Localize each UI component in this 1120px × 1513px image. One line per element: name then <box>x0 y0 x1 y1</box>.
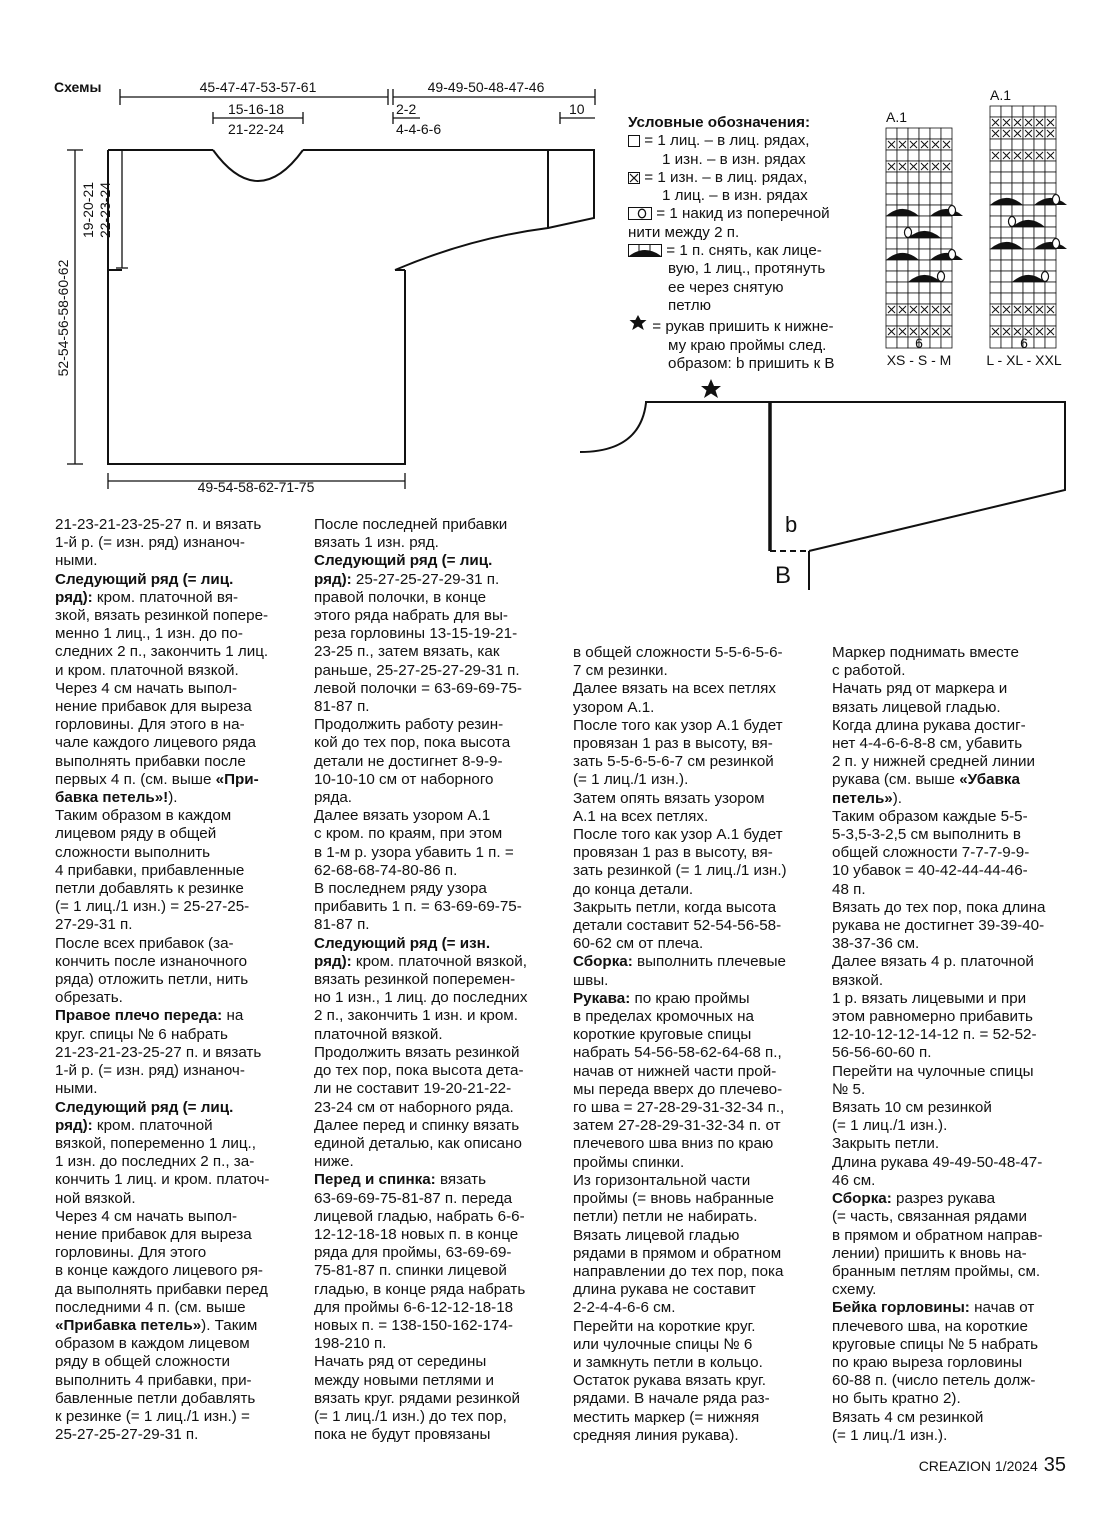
text-line: Далее вязать узором A.1 <box>314 807 491 825</box>
text-line: 2 п. у нижней средней линии <box>832 753 1035 771</box>
text-line: менно 1 лиц., 1 изн. до по- <box>55 625 243 643</box>
text-line: вязать 1 изн. ряд. <box>314 534 439 552</box>
text-line: кончить после изнаночного <box>55 952 248 970</box>
text-line: для проймы 6-6-12-12-18-18 <box>314 1298 514 1316</box>
text-line: детали составит 52-54-56-58- <box>573 917 782 935</box>
text-line: плечевого шва вниз по краю <box>573 1135 774 1153</box>
text-line: 56-56-60-60 п. <box>832 1044 932 1062</box>
text-line: следних 2 п., закончить 1 лиц. <box>55 643 269 661</box>
text-line: 63-69-69-75-81-87 п. переда <box>314 1189 513 1207</box>
text-line: Таким образом каждые 5-5- <box>832 807 1028 825</box>
chart-a1-small-stitches: 6 <box>915 335 923 351</box>
text-line: Перед и спинка: вязать <box>314 1171 487 1189</box>
text-line: выполнять прибавки после <box>55 752 246 770</box>
legend-item-psso: = 1 п. снять, как лице- <box>628 242 868 260</box>
text-line: Таким образом в каждом <box>55 807 232 825</box>
text-line: выполнить 4 прибавки, при- <box>55 1371 252 1389</box>
chart-a1-large-sizes: L - XL - XXL <box>986 352 1062 368</box>
psso-symbol-icon <box>628 244 662 257</box>
text-line: 23-24 см от наборного ряда. <box>314 1098 514 1116</box>
sleeve-width-label: 49-49-50-48-47-46 <box>427 79 545 95</box>
text-line: 198-210 п. <box>314 1335 387 1353</box>
text-line: петли добавлять к резинке <box>55 880 244 898</box>
text-line: ряд): кром. платочной вязкой, <box>314 952 527 970</box>
page-number: 35 <box>1043 1454 1066 1476</box>
text-line: ряд): кром. платочной вя- <box>55 588 239 606</box>
text-column-2 <box>314 516 554 1444</box>
text-line: провязан 1 раз в высоту, вя- <box>573 735 773 753</box>
text-line: да выполнять прибавки перед <box>55 1280 268 1298</box>
text-line: зать 5-5-6-5-6-7 см резинкой <box>573 753 774 771</box>
text-line: (= 1 лиц./1 изн.) до тех пор, <box>314 1407 507 1425</box>
text-line: между новыми петлями и <box>314 1371 495 1389</box>
chart-grid <box>990 106 1067 348</box>
text-line: 1-й р. (= изн. ряд) изнаноч- <box>55 1062 245 1080</box>
text-line: проймы спинки. <box>573 1153 685 1171</box>
legend-item-yarnover: = 1 накид из поперечной <box>628 205 868 223</box>
text-line: реза горловины 13-15-19-21- <box>314 625 518 643</box>
bottom-width-label: 49-54-58-62-71-75 <box>197 479 315 495</box>
text-line: последними 4 п. (см. выше <box>55 1298 246 1316</box>
legend: Условные обозначения: = 1 лиц. – в лиц. рядах, 1 изн. – в изн. рядах = 1 изн. – в лиц. рядах, 1 лиц. – в изн. рядах = 1 накид из поперечной нити между 2 п. = 1 п. снять, как лице- вую, 1 лиц., протянуть ее через снятую петлю = рукав пришить к нижне- му краю проймы след. образом: b пришить к B <box>628 114 868 373</box>
text-line: узором A.1. <box>573 698 655 716</box>
text-line: швы. <box>573 971 609 989</box>
text-line: кой до тех пор, пока высота <box>314 734 511 752</box>
neck-width-label-2: 21-22-24 <box>227 121 285 137</box>
text-line: 27-29-31 п. <box>55 916 133 934</box>
legend-item-purl: = 1 изн. – в лиц. рядах, <box>628 169 868 187</box>
text-line: Сборка: разрез рукава <box>832 1190 996 1208</box>
text-line: лении) пришить к вновь на- <box>832 1244 1027 1262</box>
shoulder-label-2: 4-4-6-6 <box>396 121 442 137</box>
text-line: A.1 на всех петлях. <box>573 807 709 825</box>
text-line: до конца детали. <box>573 880 694 898</box>
text-line: местить маркер (= нижняя <box>573 1408 760 1426</box>
top-width-label: 45-47-47-53-57-61 <box>199 79 317 95</box>
text-line: начав от нижней части прой- <box>573 1062 777 1080</box>
text-line: с работой. <box>832 662 906 680</box>
text-line: вязкой. <box>832 971 884 989</box>
text-line: лицевом ряду в общей <box>55 825 217 843</box>
text-line: Когда длина рукава достиг- <box>832 716 1026 734</box>
text-line: Правое плечо переда: на <box>55 1007 244 1025</box>
text-line: 2-2-4-4-6-6 см. <box>573 1299 676 1317</box>
text-line: горловины. Для этого в на- <box>55 716 245 734</box>
text-line: (= 1 лиц./1 изн.) = 25-27-25- <box>55 898 250 916</box>
legend-item-knit: = 1 лиц. – в лиц. рядах, <box>628 132 868 150</box>
text-column-1 <box>55 516 295 1444</box>
text-line: сложности выполнить <box>55 843 211 861</box>
text-line: до тех пор, пока высота дета- <box>314 1062 524 1080</box>
text-line: лицевой гладью, набрать 6-6- <box>314 1207 525 1225</box>
text-line: Из горизонтальной части <box>573 1171 751 1189</box>
legend-title: Условные обозначения: <box>628 114 811 131</box>
text-line: затем 27-28-29-31-32-34 п. от <box>573 1117 781 1135</box>
text-line: круг. спицы № 6 набрать <box>55 1025 228 1043</box>
chart-a1-large-title: A.1 <box>990 87 1012 103</box>
length-label: 52-54-56-58-60-62 <box>55 259 71 377</box>
text-line: образом в каждом лицевом <box>55 1335 250 1353</box>
text-line: Следующий ряд (= лиц. <box>55 570 234 588</box>
text-line: ной вязкой. <box>55 1189 136 1207</box>
text-line: ряда для проймы, 63-69-69- <box>314 1244 512 1262</box>
text-line: левой полочки = 63-69-69-75- <box>314 679 522 697</box>
text-line: Далее вязать 4 р. платочной <box>832 953 1034 971</box>
text-line: правой полочки, в конце <box>314 588 487 606</box>
star-icon <box>628 315 648 333</box>
text-line: Бейка горловины: начав от <box>832 1299 1035 1317</box>
neck-width-label-1: 15-16-18 <box>227 101 285 117</box>
text-line: После последней прибавки <box>314 516 508 533</box>
text-line: горловины. Для этого <box>55 1244 207 1262</box>
text-line: 12-12-18-18 новых п. в конце <box>314 1225 519 1243</box>
text-line: Следующий ряд (= лиц. <box>55 1098 234 1116</box>
text-line: 1 р. вязать лицевыми и при <box>832 989 1027 1007</box>
text-line: вязать круг. рядами резинкой <box>314 1389 521 1407</box>
text-line: прибавить 1 п. = 63-69-69-75- <box>314 898 522 916</box>
text-line: детали не достигнет 8-9-9- <box>314 752 503 770</box>
shoulder-label-1: 2-2 <box>396 101 417 117</box>
text-line: «Прибавка петель»). Таким <box>55 1316 258 1334</box>
page-footer <box>919 1454 1066 1477</box>
sleeve-diagram <box>575 375 1075 590</box>
text-line: общей сложности 7-7-7-9-9- <box>832 844 1030 862</box>
text-line: вязать лицевой гладью. <box>832 698 1001 716</box>
text-line: В последнем ряду узора <box>314 880 487 898</box>
text-line: провязан 1 раз в высоту, вя- <box>573 844 773 862</box>
text-line: первых 4 п. (см. выше «При- <box>55 770 259 788</box>
text-line: Через 4 см начать выпол- <box>55 1207 238 1225</box>
text-line: Начать ряд от маркера и <box>832 680 1008 698</box>
text-line: и кром. платочной вязкой. <box>55 661 239 679</box>
text-line: бавка петель»!). <box>55 789 178 807</box>
text-line: Далее перед и спинку вязать <box>314 1116 520 1134</box>
text-line: но быть кратно 2). <box>832 1390 961 1408</box>
text-line: мы переда вверх до плечево- <box>573 1080 783 1098</box>
text-column-3 <box>573 644 813 1445</box>
text-line: кончить 1 лиц. и кром. платоч- <box>55 1171 270 1189</box>
text-line: короткие круговые спицы <box>573 1026 752 1044</box>
cuff-label: 10 <box>569 101 585 117</box>
text-line: в прямом и обратном направ- <box>832 1226 1043 1244</box>
garment-schematic <box>0 0 620 505</box>
text-line: Вязать лицевой гладью <box>573 1226 740 1244</box>
text-line: После всех прибавок (за- <box>55 934 234 952</box>
text-line: го шва = 27-28-29-31-32-34 п., <box>573 1099 785 1117</box>
text-line: Через 4 см начать выпол- <box>55 679 238 697</box>
text-line: ряда) отложить петли, нить <box>55 971 249 989</box>
text-line: ряд): 25-27-25-27-29-31 п. <box>314 570 500 588</box>
text-line: рукава (см. выше «Убавка <box>832 771 1020 789</box>
text-line: 38-37-36 см. <box>832 935 920 953</box>
text-line: Затем опять вязать узором <box>573 789 765 807</box>
text-line: 5-3,5-3-2,5 см выполнить в <box>832 826 1021 844</box>
text-line: ными. <box>55 1080 98 1098</box>
legend-item-star: = рукав пришить к нижне- <box>628 315 868 336</box>
text-line: чале каждого лицевого ряда <box>55 734 256 752</box>
text-line: 12-10-12-12-14-12 п. = 52-52- <box>832 1026 1037 1044</box>
text-column-4 <box>832 644 1072 1445</box>
text-line: ниже. <box>314 1153 354 1171</box>
text-line: проймы (= вновь набранные <box>573 1190 774 1208</box>
text-line: 10 убавок = 40-42-44-44-46- <box>832 862 1028 880</box>
text-line: нет 4-4-6-6-8-8 см, убавить <box>832 735 1023 753</box>
text-line: ряда. <box>314 789 353 807</box>
text-line: этого ряда набрать для вы- <box>314 607 508 625</box>
text-line: длина рукава не составит <box>573 1281 756 1299</box>
text-line: Далее вязать на всех петлях <box>573 680 776 698</box>
text-line: нение прибавок для выреза <box>55 1225 252 1243</box>
text-line: этом равномерно прибавить <box>832 1008 1033 1026</box>
text-line: но 1 изн., 1 лиц. до последних <box>314 989 528 1007</box>
knit-symbol-icon <box>628 135 640 147</box>
text-line: Маркер поднимать вместе <box>832 644 1019 661</box>
text-line: 23-25 п., затем вязать, как <box>314 643 500 661</box>
text-line: 10-10-10 см от наборного <box>314 770 494 788</box>
text-line: зать резинкой (= 1 лиц./1 изн.) <box>573 862 787 880</box>
schematic-title: Схемы <box>54 79 102 95</box>
text-line: или чулочные спицы № 6 <box>573 1335 753 1353</box>
text-line: (= часть, связанная рядами <box>832 1208 1027 1226</box>
text-line: круговые спицы № 5 набрать <box>832 1335 1039 1353</box>
text-line: Закрыть петли, когда высота <box>573 898 777 916</box>
text-line: плечевого шва, на короткие <box>832 1317 1028 1335</box>
chart-a1-small-sizes: XS - S - M <box>886 352 952 368</box>
text-line: 21-23-21-23-25-27 п. и вязать <box>55 516 262 533</box>
text-line: в конце каждого лицевого ря- <box>55 1262 263 1280</box>
text-line: петель»). <box>832 789 903 807</box>
magazine-issue: CREAZION 1/2024 <box>918 1458 1038 1474</box>
text-line: 60-88 п. (число петель долж- <box>832 1372 1036 1390</box>
text-line: 81-87 п. <box>314 916 370 934</box>
text-line: 60-62 см от плеча. <box>573 935 704 953</box>
text-line: рукава не достигнет 39-39-40- <box>832 917 1045 935</box>
text-line: платочной вязкой. <box>314 1025 443 1043</box>
text-line: ными. <box>55 552 98 570</box>
chart-a1-small-title: A.1 <box>886 109 908 125</box>
chart-grid <box>886 128 963 348</box>
text-line: схему. <box>832 1281 877 1299</box>
text-line: бавленные петли добавлять <box>55 1389 256 1407</box>
chart-a1-small <box>878 108 968 370</box>
text-line: Длина рукава 49-49-50-48-47- <box>832 1153 1043 1171</box>
text-line: набрать 54-56-58-62-64-68 п., <box>573 1044 782 1062</box>
text-line: Сборка: выполнить плечевые <box>573 953 786 971</box>
text-line: 1-й р. (= изн. ряд) изнаноч- <box>55 534 245 552</box>
text-line: (= 1 лиц./1 изн.). <box>832 1117 948 1135</box>
text-line: 21-23-21-23-25-27 п. и вязать <box>55 1043 262 1061</box>
text-line: 7 см резинки. <box>573 662 668 680</box>
text-line: После того как узор A.1 будет <box>573 826 783 844</box>
text-line: Рукава: по краю проймы <box>573 989 750 1007</box>
text-line: Начать ряд от середины <box>314 1353 487 1371</box>
text-line: направлении до тех пор, пока <box>573 1262 784 1280</box>
purl-symbol-icon <box>628 172 640 184</box>
text-line: вязать резинкой поперемен- <box>314 971 516 989</box>
text-line: Вязать 10 см резинкой <box>832 1099 992 1117</box>
text-line: 81-87 п. <box>314 698 370 716</box>
text-line: в общей сложности 5-5-6-5-6- <box>573 644 783 661</box>
text-line: бранным петлям проймы, см. <box>832 1262 1041 1280</box>
text-line: вязкой, попеременно 1 лиц., <box>55 1134 256 1152</box>
text-line: (= 1 лиц./1 изн.). <box>573 771 689 789</box>
chart-a1-large-stitches: 6 <box>1020 335 1028 351</box>
text-line: к резинке (= 1 лиц./1 изн.) = <box>55 1407 250 1425</box>
text-line: № 5. <box>832 1080 866 1098</box>
text-line: по краю выреза горловины <box>832 1353 1023 1371</box>
text-line: 1 изн. до последних 2 п., за- <box>55 1153 255 1171</box>
text-line: 62-68-68-74-80-86 п. <box>314 861 458 879</box>
text-line: новых п. = 138-150-162-174- <box>314 1316 513 1334</box>
chart-a1-large <box>980 86 1080 370</box>
text-line: единой деталью, как описано <box>314 1134 522 1152</box>
text-line: (= 1 лиц./1 изн.). <box>832 1426 948 1444</box>
text-line: 75-81-87 п. спинки лицевой <box>314 1262 507 1280</box>
text-line: Остаток рукава вязать круг. <box>573 1372 766 1390</box>
text-line: После того как узор A.1 будет <box>573 716 783 734</box>
text-line: гладью, в конце ряда набрать <box>314 1280 526 1298</box>
text-line: Перейти на короткие круг. <box>573 1317 756 1335</box>
text-line: ряду в общей сложности <box>55 1353 231 1371</box>
text-line: 48 п. <box>832 880 866 898</box>
label-B: B <box>775 562 792 589</box>
label-b: b <box>785 512 798 537</box>
text-line: Перейти на чулочные спицы <box>832 1062 1034 1080</box>
text-line: 46 см. <box>832 1171 876 1189</box>
text-line: ли не составит 19-20-21-22- <box>314 1080 512 1098</box>
text-line: и замкнуть петли в кольцо. <box>573 1353 763 1371</box>
text-line: Продолжить работу резин- <box>314 716 504 734</box>
text-line: петли) петли не набирать. <box>573 1208 758 1226</box>
text-line: Продолжить вязать резинкой <box>314 1043 520 1061</box>
text-line: Следующий ряд (= изн. <box>314 934 491 952</box>
text-line: средняя линия рукава). <box>573 1426 739 1444</box>
text-line: ряд): кром. платочной <box>55 1116 213 1134</box>
text-line: Закрыть петли. <box>832 1135 940 1153</box>
text-line: нение прибавок для выреза <box>55 698 252 716</box>
text-line: раньше, 25-27-25-27-29-31 п. <box>314 661 520 679</box>
text-line: 25-27-25-27-29-31 п. <box>55 1426 199 1444</box>
text-line: пока не будут провязаны <box>314 1426 491 1444</box>
text-line: 2 п., закончить 1 изн. и кром. <box>314 1007 518 1025</box>
text-line: 4 прибавки, прибавленные <box>55 861 245 879</box>
text-line: обрезать. <box>55 989 123 1007</box>
text-line: рядами. В начале ряда раз- <box>573 1390 770 1408</box>
text-line: Вязать до тех пор, пока длина <box>832 898 1046 916</box>
text-line: в пределах кромочных на <box>573 1008 754 1026</box>
text-line: Следующий ряд (= лиц. <box>314 552 493 570</box>
text-line: с кром. по краям, при этом <box>314 825 503 843</box>
armhole-label-1: 19-20-21 <box>80 181 96 239</box>
armhole-label-2: 22-23-24 <box>97 181 113 239</box>
text-line: Вязать 4 см резинкой <box>832 1408 984 1426</box>
text-line: рядами в прямом и обратном <box>573 1244 782 1262</box>
text-line: зкой, вязать резинкой попере- <box>55 607 269 625</box>
star-icon <box>701 379 721 398</box>
text-line: в 1-м р. узора убавить 1 п. = <box>314 843 514 861</box>
yarnover-symbol-icon <box>628 207 652 220</box>
